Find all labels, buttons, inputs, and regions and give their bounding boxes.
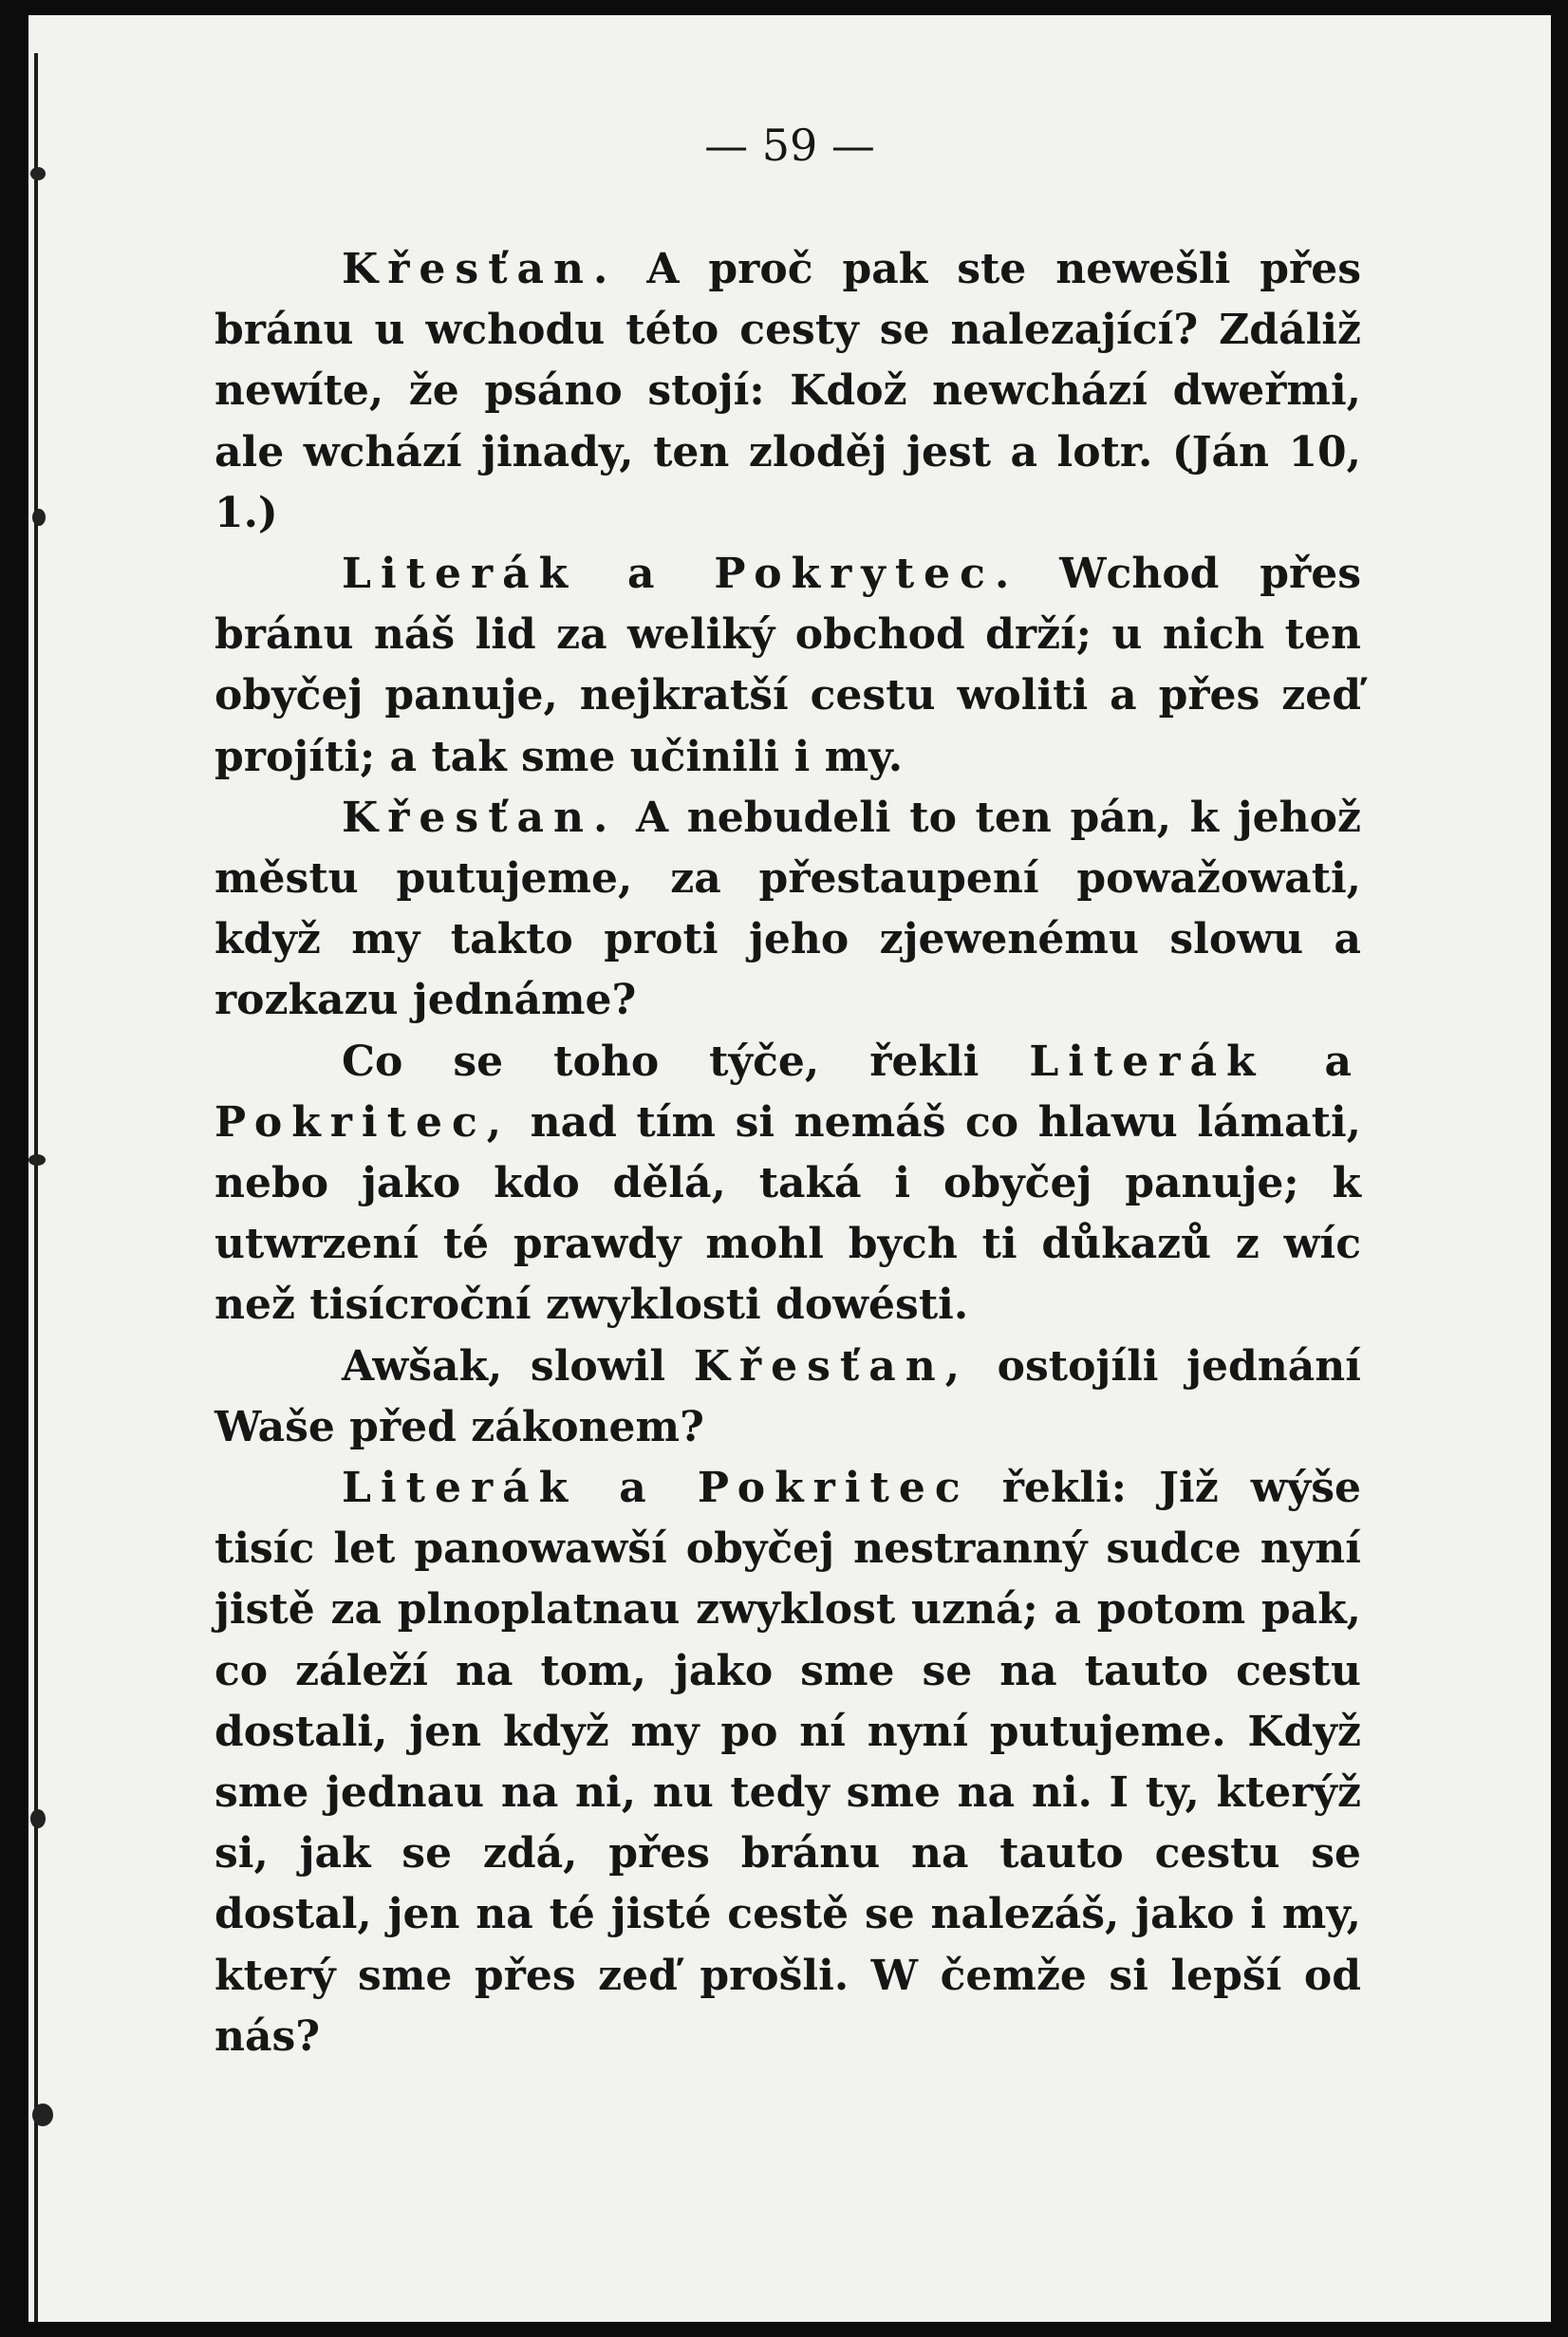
paragraph <box>215 788 1361 1032</box>
paragraph-text-before: Co se toho týče, řekli <box>342 1037 980 1086</box>
speaker-name: Literák a Pokrytec. <box>342 550 1019 599</box>
book-page <box>28 15 1551 2322</box>
paragraph-text: Wchod přes bránu náš lid za weliký obchod drží; u nich ten obyčej panuje, nejkratší cestu woliti a přes zeď projíti; a tak sme učinili i my. <box>215 550 1361 781</box>
paragraph-text: ostojíli jednání Waše před zákonem? <box>215 1341 1361 1451</box>
paragraph-text: A nebudeli to ten pán, k jehož městu putujeme, za přestaupení powažowati, když my takto proti jeho zjewenému slowu a rozkazu jednáme? <box>215 793 1361 1025</box>
paragraph-text: A proč pak ste newešli přes bránu u wchodu této cesty se nalezající? Zdáliž newíte, že psáno stojí: Kdož newchází dweřmi, ale wchází jinady, ten zloděj jest a lotr. (Ján 10, 1.) <box>215 245 1361 537</box>
paragraph-text-before: Awšak, slowil <box>342 1341 666 1391</box>
paragraph <box>215 1337 1361 1458</box>
paragraph <box>215 1458 1361 2067</box>
ink-speck <box>30 1809 46 1828</box>
speaker-name: Literák a Pokritec <box>342 1464 970 1513</box>
page-number: — 59 — <box>704 120 875 171</box>
speaker-name: Literák a Pokritec, <box>215 1037 1361 1147</box>
page-edge-rule <box>34 53 38 2322</box>
paragraph <box>215 1032 1361 1337</box>
ink-speck <box>32 509 46 526</box>
paragraph-text: řekli: Již wýše tisíc let panowawší obyčej nestranný sudce nyní jistě za plnoplatnau zwyklost uzná; a potom pak, co záleží na tom, jako sme se na tauto cestu dostali, jen když my po ní nyní putujeme. Když sme jednau na ni, nu tedy sme na ni. I ty, kterýž si, jak se zdá, přes bránu na tauto cestu se dostal, jen na té jisté cestě se nalezáš, jako i my, který sme přes zeď prošli. W čemže si lepší od nás? <box>215 1464 1361 2061</box>
speaker-name: Křesťan, <box>693 1341 970 1391</box>
speaker-name: Křesťan. <box>342 793 618 842</box>
paragraph-text: nad tím si nemáš co hlawu lámati, nebo jako kdo dělá, taká i obyčej panuje; k utwrzení té prawdy mohl bych ti důkazů z wíc než tisícroční zwyklosti dowésti. <box>215 1097 1361 1330</box>
page-body <box>215 239 1361 2067</box>
paragraph <box>215 239 1361 544</box>
ink-speck <box>32 2103 53 2126</box>
speaker-name: Křesťan. <box>342 245 618 293</box>
paragraph <box>215 544 1361 788</box>
ink-speck <box>28 1154 46 1166</box>
